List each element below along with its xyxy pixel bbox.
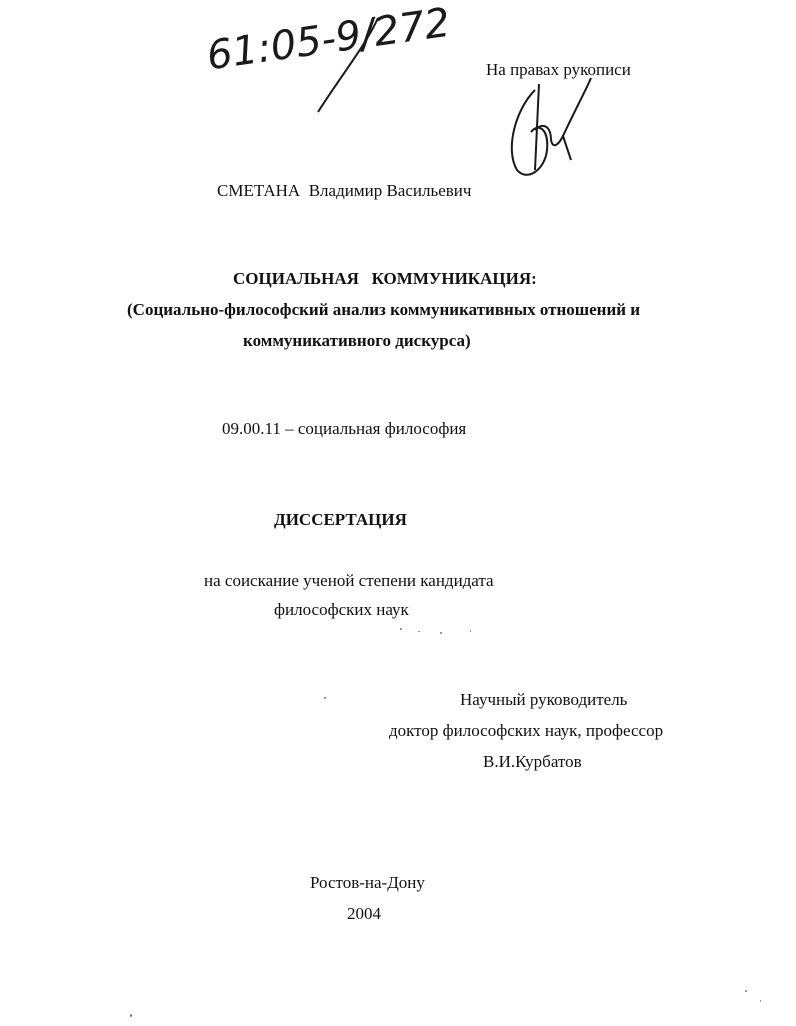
scan-speck: [470, 630, 471, 632]
scan-speck: [324, 697, 326, 699]
signature: [495, 70, 605, 185]
year: 2004: [347, 904, 381, 923]
scan-speck: [760, 1000, 761, 1002]
title-line-1: СОЦИАЛЬНАЯ КОММУНИКАЦИЯ:: [233, 269, 537, 288]
scan-speck: [418, 631, 420, 632]
degree-line-1: на соискание ученой степени кандидата: [204, 571, 494, 590]
author-surname: СМЕТАНА: [217, 181, 301, 200]
title-line-2: (Социально-философский анализ коммуникативных отношений и: [127, 300, 641, 319]
title-line-3: коммуникативного дискурса): [243, 331, 471, 350]
handwritten-archive-code: [198, 0, 458, 120]
scan-speck: [130, 1014, 132, 1017]
degree-line-2: философских наук: [274, 600, 409, 619]
author-given-names: Владимир Васильевич: [308, 181, 472, 200]
scan-speck: [745, 990, 747, 992]
archive-code-text: 61:05-9/272: [204, 0, 454, 80]
work-type: ДИССЕРТАЦИЯ: [274, 510, 407, 529]
supervisor-label: Научный руководитель: [460, 690, 628, 709]
supervisor-credentials: доктор философских наук, профессор: [389, 721, 664, 740]
scan-speck: [440, 632, 442, 634]
supervisor-name: В.И.Курбатов: [483, 752, 582, 771]
author-name: [217, 181, 471, 201]
city: Ростов-на-Дону: [310, 873, 425, 892]
specialty-code: 09.00.11 – социальная философия: [222, 419, 467, 438]
scan-speck: [400, 628, 402, 630]
manuscript-rights: На правах рукописи: [486, 60, 631, 79]
